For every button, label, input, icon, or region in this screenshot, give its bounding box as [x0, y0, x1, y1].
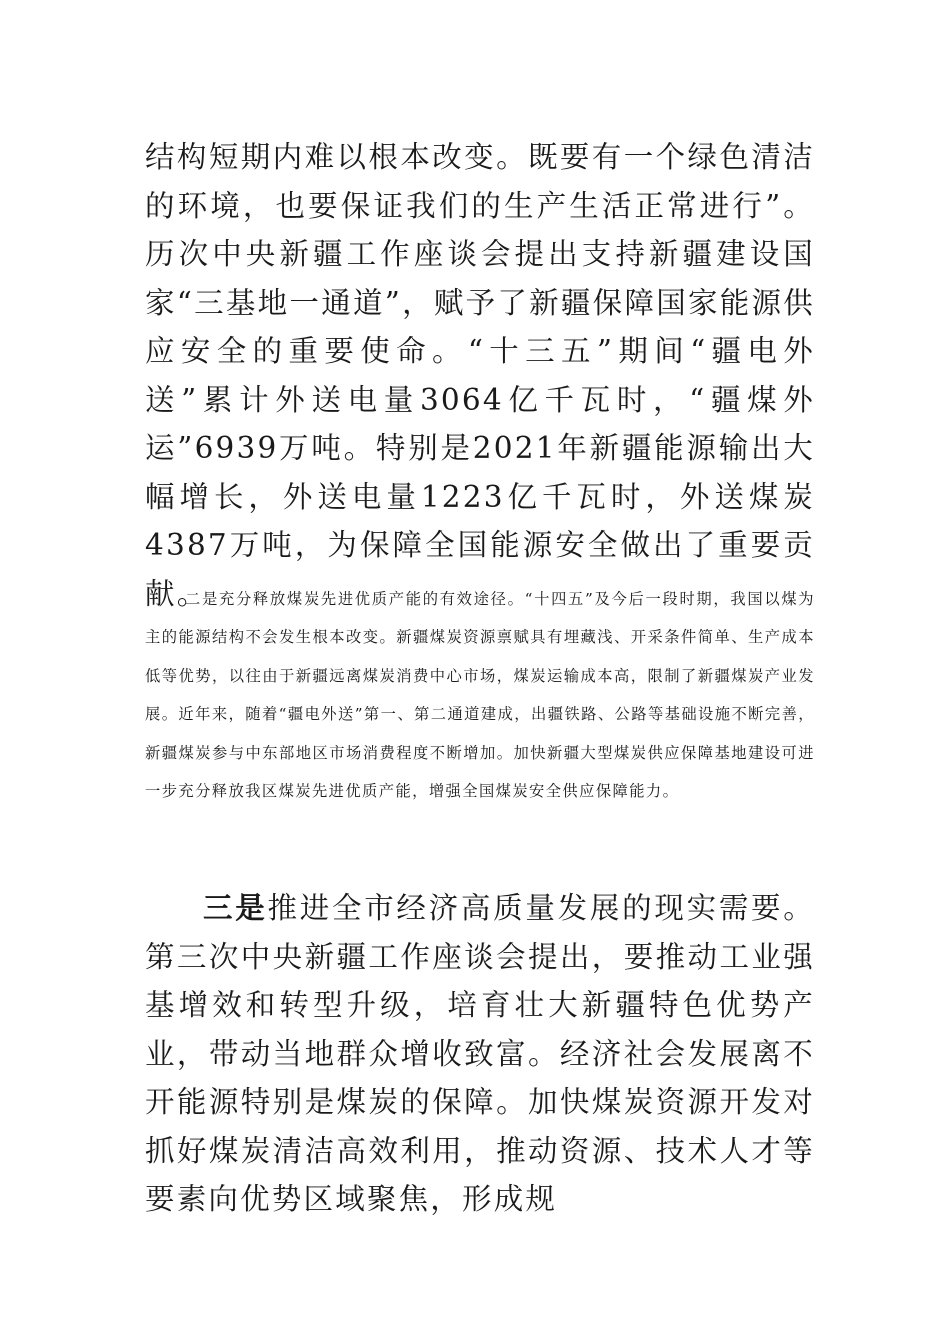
paragraph-economic-development — [145, 884, 815, 1224]
paragraph-coal-capacity: 二是充分释放煤炭先进优质产能的有效途径。“十四五”及今后一段时期，我国以煤为主的能源结构不会发生根本改变。新疆煤炭资源禀赋具有埋藏浅、开采条件简单、生产成本低等优势，以往由于新疆远离煤炭消费中心市场，煤炭运输成本高，限制了新疆煤炭产业发展。近年来，随着“疆电外送”第一、第二通道建成，出疆铁路、公路等基础设施不断完善，新疆煤炭参与中东部地区市场消费程度不断增加。加快新疆大型煤炭供应保障基地建设可进一步充分释放我区煤炭先进优质产能，增强全国煤炭安全供应保障能力。 — [145, 590, 815, 801]
paragraph-body: 推进全市经济高质量发展的现实需要。第三次中央新疆工作座谈会提出，要推动工业强基增效和转型升级，培育壮大新疆特色优势产业，带动当地群众增收致富。经济社会发展离不开能源特别是煤炭的保障。加快煤炭资源开发对抓好煤炭清洁高效利用，推动资源、技术人才等要素向优势区域聚焦，形成规 — [145, 891, 815, 1216]
paragraph-lead: 三是 — [203, 890, 268, 925]
paragraph-energy-supply: 结构短期内难以根本改变。既要有一个绿色清洁的环境，也要保证我们的生产生活正常进行”。历次中央新疆工作座谈会提出支持新疆建设国家“三基地一通道”，赋予了新疆保障国家能源供应安全的重要使命。“十三五”期间“疆电外送”累计外送电量3064亿千瓦时，“疆煤外运”6939万吨。特别是2021年新疆能源输出大幅增长，外送电量1223亿千瓦时，外送煤炭4387万吨，为保障全国能源安全做出了重要贡献。 — [145, 140, 815, 611]
